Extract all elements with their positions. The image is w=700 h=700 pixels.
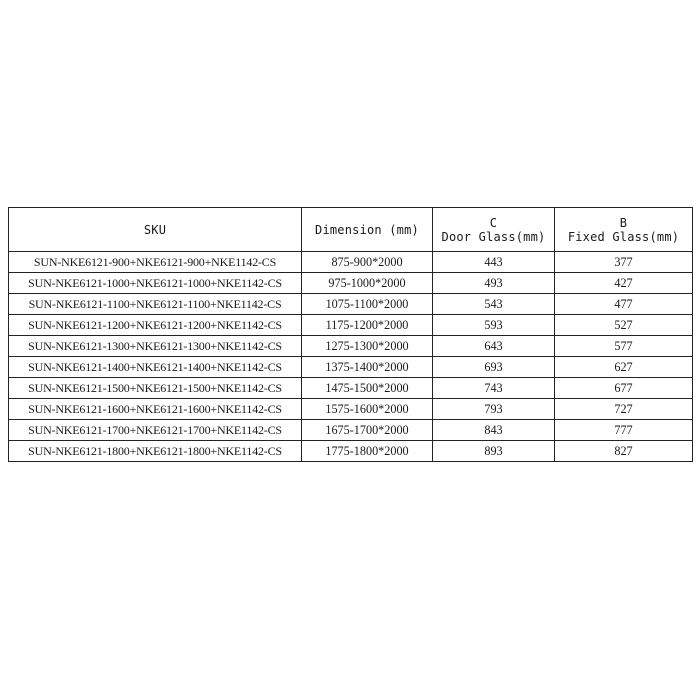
fixed-glass-cell: 427 [555,273,693,294]
header-door-glass [433,208,555,252]
sku-cell: SUN-NKE6121-1300+NKE6121-1300+NKE1142-CS [9,336,302,357]
sku-cell: SUN-NKE6121-1500+NKE6121-1500+NKE1142-CS [9,378,302,399]
header-row [9,208,693,252]
header-door-label: Door Glass(mm) [441,229,546,244]
fixed-glass-cell: 477 [555,294,693,315]
door-glass-cell: 443 [433,252,555,273]
fixed-glass-cell: 827 [555,441,693,462]
table-row [9,420,693,441]
sku-cell: SUN-NKE6121-1600+NKE6121-1600+NKE1142-CS [9,399,302,420]
door-glass-cell: 793 [433,399,555,420]
door-glass-cell: 693 [433,357,555,378]
sku-cell: SUN-NKE6121-1700+NKE6121-1700+NKE1142-CS [9,420,302,441]
dimension-cell: 1775-1800*2000 [302,441,433,462]
table-row [9,357,693,378]
header-fixed-label: Fixed Glass(mm) [567,229,680,244]
table-row [9,378,693,399]
door-glass-cell: 593 [433,315,555,336]
dimension-cell: 1675-1700*2000 [302,420,433,441]
sku-cell: SUN-NKE6121-900+NKE6121-900+NKE1142-CS [9,252,302,273]
table-body [9,252,693,462]
dimension-cell: 975-1000*2000 [302,273,433,294]
dimension-cell: 1175-1200*2000 [302,315,433,336]
door-glass-cell: 893 [433,441,555,462]
fixed-glass-cell: 677 [555,378,693,399]
table-row [9,399,693,420]
header-fixed-glass [555,208,693,252]
dimension-cell: 1075-1100*2000 [302,294,433,315]
header-fixed-code: B [619,215,628,230]
dimension-cell: 1575-1600*2000 [302,399,433,420]
dimension-cell: 875-900*2000 [302,252,433,273]
sku-cell: SUN-NKE6121-1800+NKE6121-1800+NKE1142-CS [9,441,302,462]
table-row [9,252,693,273]
door-glass-cell: 843 [433,420,555,441]
sku-cell: SUN-NKE6121-1100+NKE6121-1100+NKE1142-CS [9,294,302,315]
spec-table [8,207,693,462]
fixed-glass-cell: 377 [555,252,693,273]
table-row [9,315,693,336]
header-door-code: C [489,215,498,230]
door-glass-cell: 543 [433,294,555,315]
table-row [9,294,693,315]
dimension-cell: 1275-1300*2000 [302,336,433,357]
fixed-glass-cell: 527 [555,315,693,336]
header-dimension: Dimension (mm) [302,208,433,252]
dimension-cell: 1375-1400*2000 [302,357,433,378]
sku-cell: SUN-NKE6121-1000+NKE6121-1000+NKE1142-CS [9,273,302,294]
header-sku: SKU [9,208,302,252]
door-glass-cell: 643 [433,336,555,357]
fixed-glass-cell: 577 [555,336,693,357]
sku-cell: SUN-NKE6121-1200+NKE6121-1200+NKE1142-CS [9,315,302,336]
table-row [9,273,693,294]
door-glass-cell: 743 [433,378,555,399]
door-glass-cell: 493 [433,273,555,294]
fixed-glass-cell: 727 [555,399,693,420]
fixed-glass-cell: 627 [555,357,693,378]
table-row [9,336,693,357]
sku-cell: SUN-NKE6121-1400+NKE6121-1400+NKE1142-CS [9,357,302,378]
fixed-glass-cell: 777 [555,420,693,441]
table-row [9,441,693,462]
dimension-cell: 1475-1500*2000 [302,378,433,399]
